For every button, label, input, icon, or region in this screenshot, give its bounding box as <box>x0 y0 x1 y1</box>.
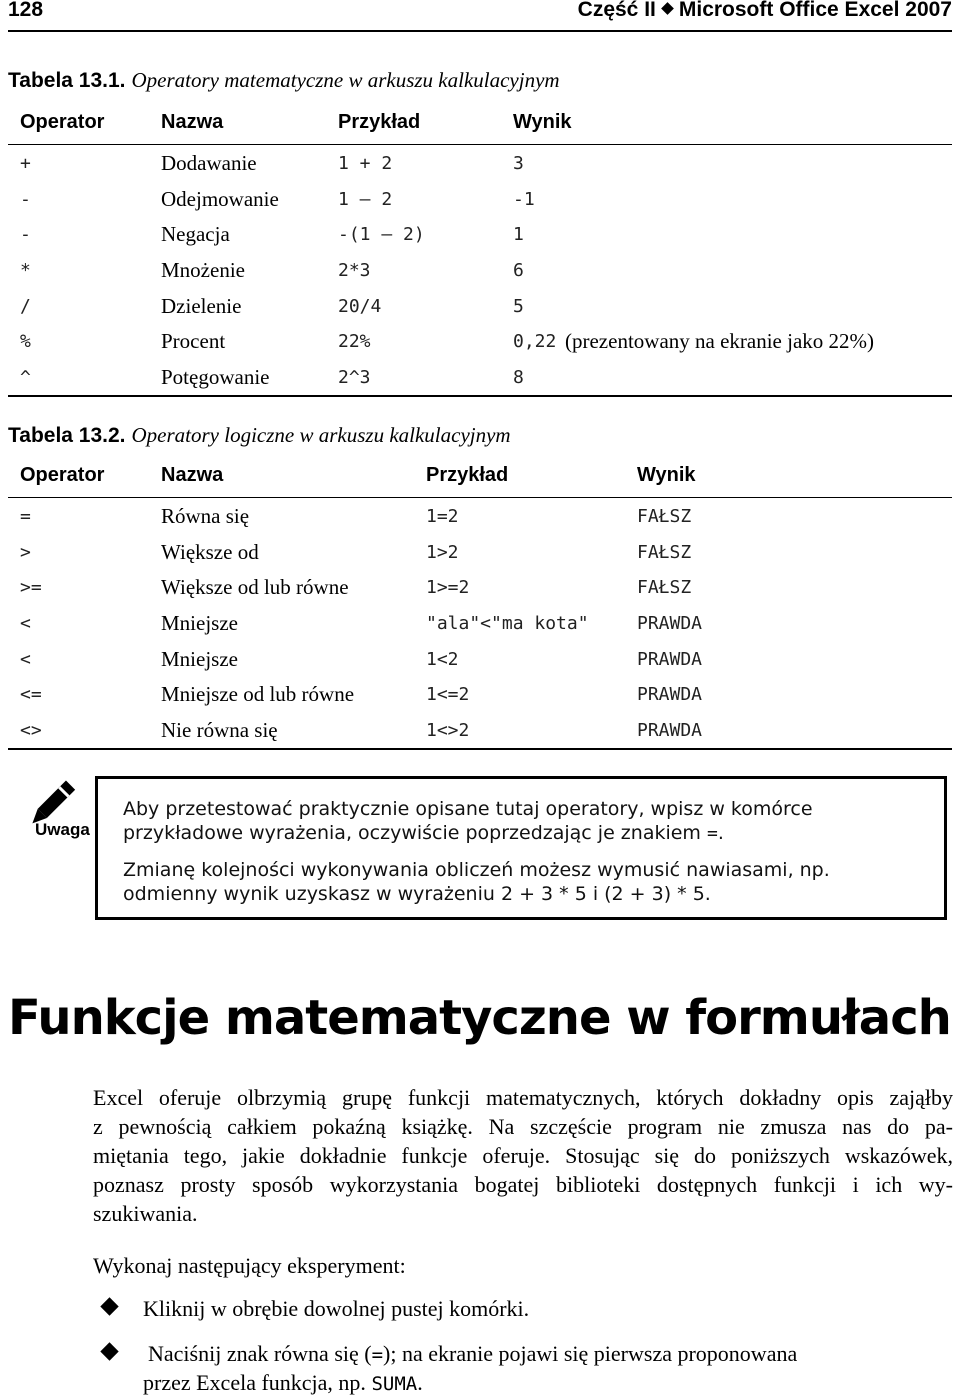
result-cell: 6 <box>513 260 524 282</box>
table-row <box>8 534 952 570</box>
paragraph-line: szukiwania. <box>93 1201 198 1226</box>
operator-cell: * <box>20 260 31 282</box>
section-heading: Funkcje matematyczne w formułach <box>8 990 951 1046</box>
list-item-text-continued <box>143 1368 943 1397</box>
column-header: Nazwa <box>161 111 224 133</box>
table1-body <box>8 145 952 397</box>
table2 <box>8 461 952 750</box>
diamond-icon <box>661 2 674 15</box>
running-header <box>8 0 952 32</box>
table-row <box>8 145 952 181</box>
part-title-left: Część II <box>577 0 656 21</box>
operator-cell: <> <box>20 720 42 742</box>
operator-cell: ^ <box>20 367 31 389</box>
name-cell: Mnożenie <box>161 258 245 283</box>
list-item-text-part: . <box>417 1370 423 1395</box>
column-header: Przykład <box>426 464 509 486</box>
table1 <box>8 108 952 397</box>
body-paragraph <box>93 1083 953 1228</box>
result-cell: 1 <box>513 224 524 246</box>
table-row <box>8 712 952 750</box>
result-cell: PRAWDA <box>637 720 703 742</box>
table1-header <box>8 108 952 145</box>
result-note: (prezentowany na ekranie jako 22%) <box>565 329 875 354</box>
operator-cell: >= <box>20 577 42 599</box>
name-cell: Większe od lub równe <box>161 575 349 600</box>
page-number: 128 <box>8 0 44 21</box>
example-cell: 2*3 <box>338 260 371 282</box>
note-code: = <box>707 823 718 844</box>
table-row <box>8 569 952 605</box>
example-cell: "ala"<"ma kota" <box>426 613 589 635</box>
inline-code: SUMA <box>371 1373 418 1395</box>
example-cell: 1<>2 <box>426 720 470 742</box>
table-row <box>8 676 952 712</box>
example-cell: 1=2 <box>426 506 459 527</box>
part-title <box>578 0 952 22</box>
example-cell: 1<=2 <box>426 684 470 706</box>
result-cell: 8 <box>513 367 524 389</box>
example-cell: 1>2 <box>426 541 459 563</box>
table2-caption <box>8 423 511 448</box>
example-cell: 1<2 <box>426 648 459 670</box>
name-cell: Potęgowanie <box>161 365 270 390</box>
name-cell: Odejmowanie <box>161 186 279 211</box>
result-note-wrap <box>557 329 874 354</box>
operator-cell: < <box>20 613 31 635</box>
example-cell: -(1 – 2) <box>338 224 425 246</box>
name-cell: Procent <box>161 329 226 354</box>
table2-caption-text: Operatory logiczne w arkuszu kalkulacyjnym <box>131 423 511 447</box>
result-cell: PRAWDA <box>637 684 703 706</box>
table-row <box>8 216 952 252</box>
bullet-diamond-icon <box>100 1297 118 1315</box>
name-cell: Dodawanie <box>161 151 257 175</box>
table1-label: Tabela 13.1. <box>8 69 126 92</box>
example-cell: 2^3 <box>338 367 371 389</box>
operator-cell: / <box>20 295 31 317</box>
paragraph-line: poznasz prosty sposób wykorzystania bogatej biblioteki dostępnych funkcji i ich wy- <box>93 1172 953 1197</box>
name-cell: Mniejsze <box>161 646 238 671</box>
bullet-diamond-icon <box>100 1342 118 1360</box>
column-header: Wynik <box>513 111 572 133</box>
table-row <box>8 323 952 359</box>
operator-cell: - <box>20 224 31 246</box>
name-cell: Mniejsze <box>161 611 238 636</box>
result-cell: 0,22 <box>513 331 557 353</box>
paragraph-line: miętania tego, jakie dokładnie funkcje oferuje. Stosując się do poniższych wskazówek, <box>93 1143 953 1168</box>
list-item-text: Kliknij w obrębie dowolnej pustej komórki. <box>143 1296 530 1321</box>
result-cell: PRAWDA <box>637 648 703 670</box>
list-item-text-part: ); na ekranie pojawi się pierwsza proponowana <box>383 1341 798 1366</box>
table1-caption-text: Operatory matematyczne w arkuszu kalkulacyjnym <box>131 68 560 92</box>
column-header: Operator <box>20 464 105 486</box>
table1-caption <box>8 68 560 93</box>
table2-label: Tabela 13.2. <box>8 424 126 447</box>
column-header: Nazwa <box>161 464 224 486</box>
column-header: Operator <box>20 111 105 133</box>
name-cell: Nie równa się <box>161 718 278 743</box>
result-cell: 3 <box>513 153 524 174</box>
table-row <box>8 359 952 397</box>
experiment-intro: Wykonaj następujący eksperyment: <box>93 1253 406 1278</box>
name-cell: Większe od <box>161 539 259 564</box>
table-row <box>8 641 952 677</box>
name-cell: Dzielenie <box>161 293 242 318</box>
inline-code: = <box>371 1344 384 1366</box>
note-text-end: . <box>717 822 724 844</box>
example-cell: 1>=2 <box>426 577 470 599</box>
note-text: Aby przetestować praktycznie opisane tutaj operatory, wpisz w komórce przykładowe wyrażenia, oczywiście poprzedzając je znakiem <box>123 798 813 844</box>
operator-cell: % <box>20 331 31 353</box>
result-cell: PRAWDA <box>637 613 703 635</box>
result-cell: FAŁSZ <box>637 577 692 599</box>
name-cell: Mniejsze od lub równe <box>161 682 355 707</box>
column-header: Wynik <box>637 464 696 486</box>
operator-cell: - <box>20 188 31 210</box>
operator-cell: <= <box>20 684 42 706</box>
table2-header <box>8 461 952 498</box>
table-row <box>8 288 952 324</box>
example-cell: 20/4 <box>338 295 382 317</box>
list-item-text <box>148 1339 948 1368</box>
table-row <box>8 605 952 641</box>
result-cell: FAŁSZ <box>637 541 692 563</box>
example-cell: 1 – 2 <box>338 188 393 210</box>
result-cell: 5 <box>513 295 524 317</box>
note-paragraph-2: Zmianę kolejności wykonywania obliczeń możesz wymusić nawiasami, np. odmienny wynik uzyskasz w wyrażeniu 2 + 3 * 5 i (2 + 3) * 5. <box>123 859 830 905</box>
operator-cell: > <box>20 541 31 563</box>
example-cell: 1 + 2 <box>338 153 393 174</box>
operator-cell: + <box>20 153 31 174</box>
operator-cell: < <box>20 648 31 670</box>
name-cell: Negacja <box>161 222 230 247</box>
operator-cell: = <box>20 506 31 527</box>
paragraph-line: z pewnością całkiem pokaźną książkę. Na szczęście program nie zmusza nas do pa- <box>93 1114 953 1139</box>
table-row <box>8 498 952 534</box>
list-item-text-part: przez Excela funkcja, np. <box>143 1370 366 1395</box>
list-item-text-part: Naciśnij znak równa się ( <box>148 1341 372 1366</box>
result-cell: -1 <box>513 188 535 210</box>
result-cell: FAŁSZ <box>637 506 692 527</box>
example-cell: 22% <box>338 331 371 353</box>
table2-body <box>8 498 952 750</box>
column-header: Przykład <box>338 111 421 133</box>
name-cell: Równa się <box>161 504 250 528</box>
table-row <box>8 252 952 288</box>
paragraph-line: Excel oferuje olbrzymią grupę funkcji matematycznych, których dokładny opis zająłby <box>93 1085 953 1110</box>
note-paragraph-1 <box>123 797 924 845</box>
table-row <box>8 181 952 217</box>
note-box <box>95 776 947 920</box>
note-label: Uwaga <box>35 820 90 839</box>
part-title-right: Microsoft Office Excel 2007 <box>678 0 952 21</box>
